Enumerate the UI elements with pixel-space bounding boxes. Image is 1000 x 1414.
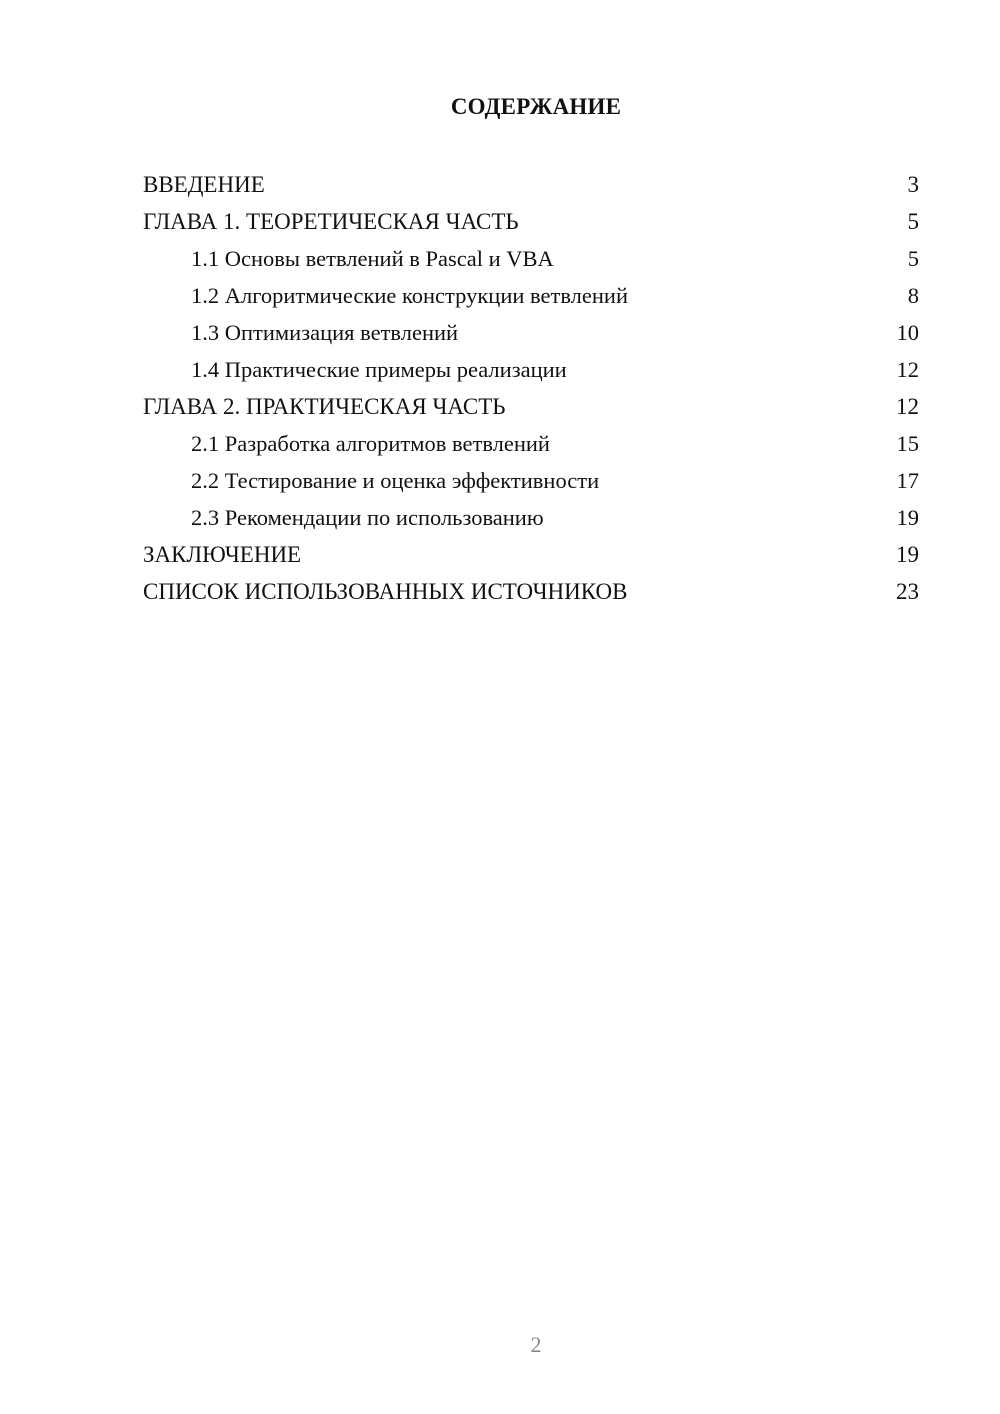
toc-entry-page: 15 [896, 431, 919, 456]
toc-entry-section-2-3 [143, 499, 919, 536]
toc-entry-page: 10 [896, 320, 919, 345]
toc-entry-section-2-2 [143, 462, 919, 499]
toc-entry-text: 1.2 Алгоритмические конструкции ветвлений [191, 283, 629, 308]
toc-entry-text: 1.4 Практические примеры реализации [191, 357, 567, 382]
toc-entry-section-1-4 [143, 351, 919, 388]
toc-entry-chapter-2 [143, 388, 919, 425]
toc-entry-page: 8 [907, 283, 919, 308]
toc-entry-page: 19 [896, 505, 919, 530]
toc-entry-page: 5 [907, 209, 919, 234]
toc-entry-section-1-3 [143, 314, 919, 351]
toc-entry-page: 3 [907, 172, 919, 197]
toc-entry-page: 19 [896, 542, 919, 567]
toc-entry-text: ВВЕДЕНИЕ [143, 172, 265, 197]
toc-entry-text: 2.1 Разработка алгоритмов ветвлений [191, 431, 550, 456]
toc-entry-text: 2.3 Рекомендации по использованию [191, 505, 544, 530]
toc-entry-chapter-1 [143, 203, 919, 240]
toc-entry-text: ГЛАВА 2. ПРАКТИЧЕСКАЯ ЧАСТЬ [143, 394, 506, 419]
toc-entry-page: 12 [896, 357, 919, 382]
toc-entry-text: СПИСОК ИСПОЛЬЗОВАННЫХ ИСТОЧНИКОВ [143, 579, 628, 604]
toc-entry-references [143, 573, 919, 610]
toc-entry-page: 12 [896, 394, 919, 419]
toc-entry-text: ЗАКЛЮЧЕНИЕ [143, 542, 302, 567]
toc-entry-text: ГЛАВА 1. ТЕОРЕТИЧЕСКАЯ ЧАСТЬ [143, 209, 519, 234]
page-number: 2 [530, 1332, 542, 1357]
toc-entry-page: 17 [896, 468, 919, 493]
toc-entry-section-1-2 [143, 277, 919, 314]
toc-entry-text: 1.3 Оптимизация ветвлений [191, 320, 459, 345]
toc-entry-page: 5 [907, 246, 919, 271]
toc-entry-section-1-1 [143, 240, 919, 277]
toc-entry-text: 1.1 Основы ветвлений в Pascal и VBA [191, 246, 554, 271]
toc-entry-introduction [143, 166, 919, 203]
table-of-contents [143, 166, 919, 610]
toc-entry-conclusion [143, 536, 919, 573]
toc-entry-page: 23 [896, 579, 919, 604]
toc-entry-text: 2.2 Тестирование и оценка эффективности [191, 468, 600, 493]
toc-entry-section-2-1 [143, 425, 919, 462]
toc-title: СОДЕРЖАНИЕ [450, 94, 622, 119]
